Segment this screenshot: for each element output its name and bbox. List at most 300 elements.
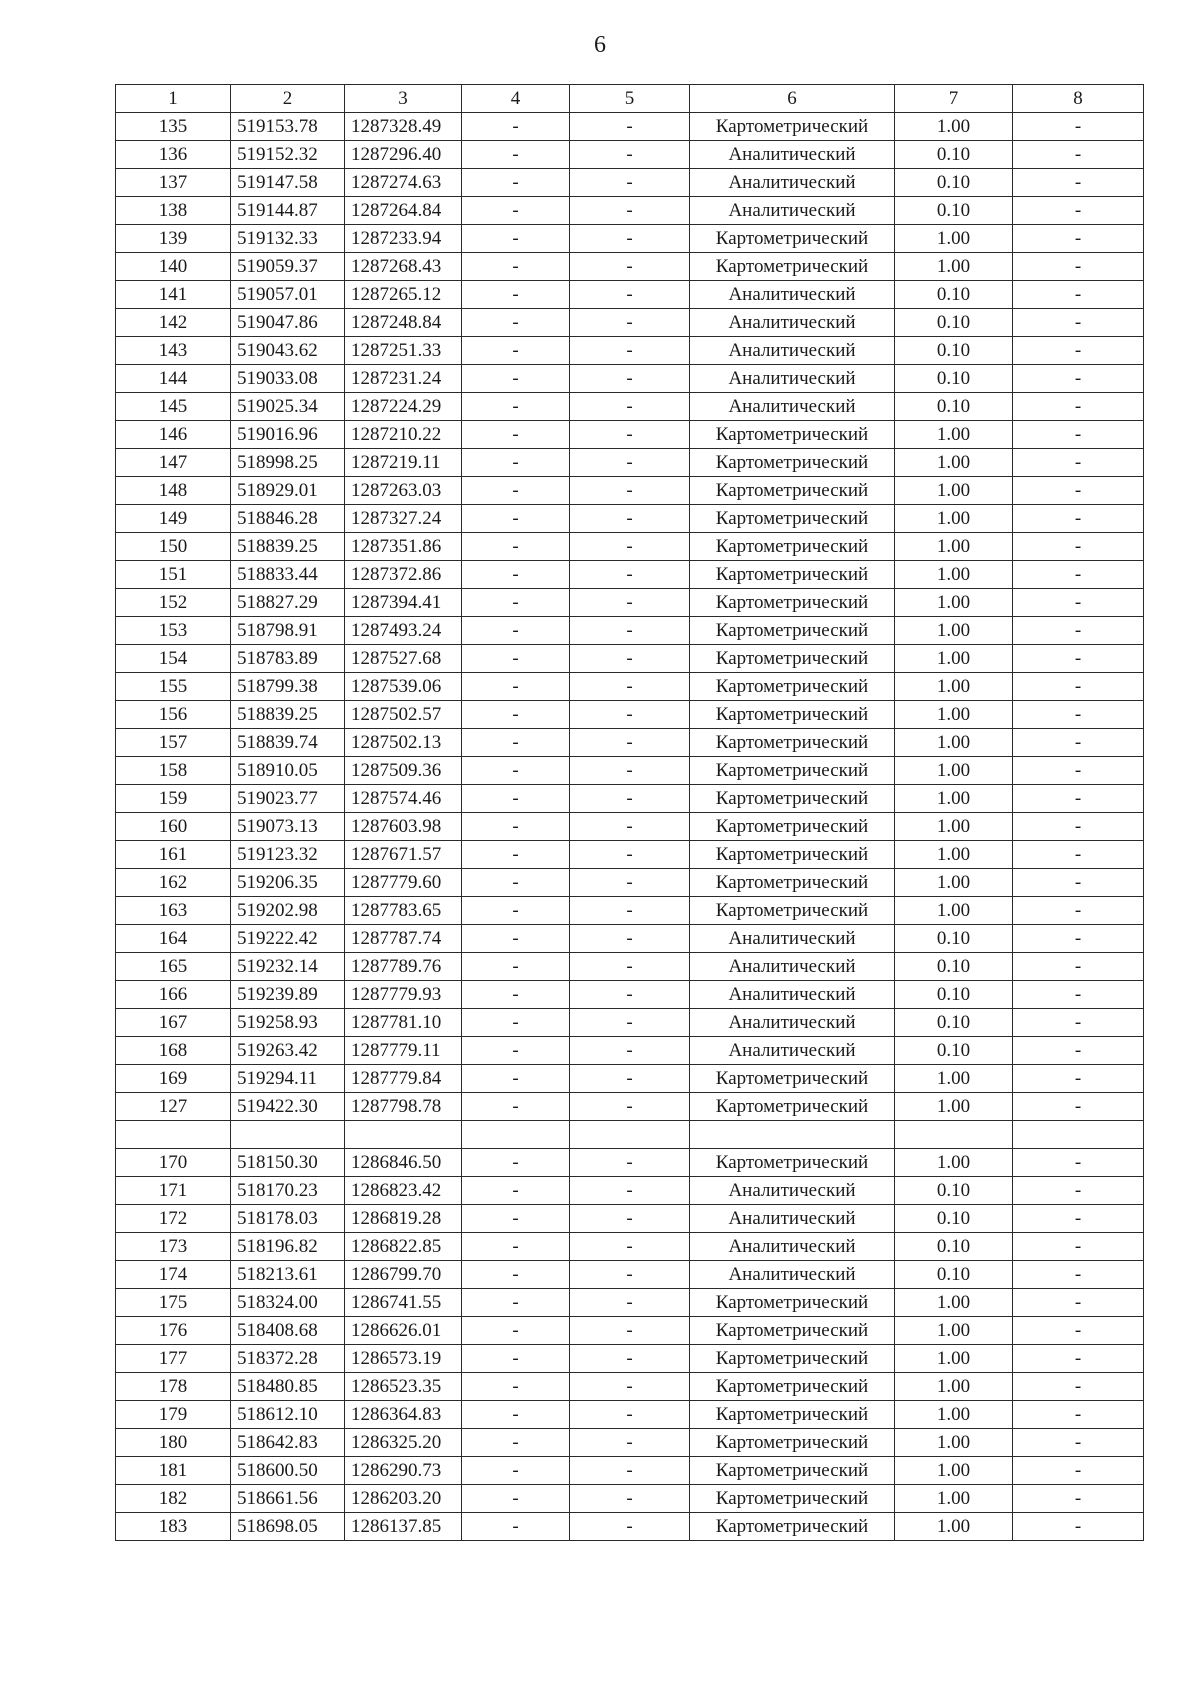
table-cell: -: [1013, 197, 1144, 225]
table-cell: 519132.33: [231, 225, 345, 253]
table-cell: 174: [116, 1261, 231, 1289]
table-cell: 166: [116, 981, 231, 1009]
table-cell: -: [1013, 757, 1144, 785]
table-cell: 139: [116, 225, 231, 253]
table-row: [116, 113, 1144, 141]
table-cell: 1.00: [895, 701, 1013, 729]
table-cell: 1287509.36: [345, 757, 462, 785]
table-cell: 180: [116, 1429, 231, 1457]
table-cell: 518612.10: [231, 1401, 345, 1429]
table-cell: Аналитический: [690, 1233, 895, 1261]
table-cell: Картометрический: [690, 869, 895, 897]
table-row: [116, 729, 1144, 757]
table-cell: -: [1013, 337, 1144, 365]
column-header-7: 7: [895, 85, 1013, 113]
table-cell: -: [570, 1429, 690, 1457]
table-cell: -: [462, 1429, 570, 1457]
table-cell: -: [1013, 253, 1144, 281]
table-cell: Аналитический: [690, 1205, 895, 1233]
table-cell: 518910.05: [231, 757, 345, 785]
table-cell: 1287231.24: [345, 365, 462, 393]
table-cell: 519206.35: [231, 869, 345, 897]
table-cell: Картометрический: [690, 589, 895, 617]
table-cell: -: [570, 421, 690, 449]
table-cell: -: [570, 197, 690, 225]
table-cell: 179: [116, 1401, 231, 1429]
table-cell: 1287781.10: [345, 1009, 462, 1037]
table-row: [116, 1149, 1144, 1177]
table-cell: 0.10: [895, 1233, 1013, 1261]
table-cell: -: [570, 1485, 690, 1513]
table-row: [116, 421, 1144, 449]
table-cell: 168: [116, 1037, 231, 1065]
table-cell: [345, 1121, 462, 1149]
table-cell: Картометрический: [690, 841, 895, 869]
table-cell: 163: [116, 897, 231, 925]
table-cell: -: [1013, 1037, 1144, 1065]
table-cell: 519059.37: [231, 253, 345, 281]
table-cell: 0.10: [895, 1177, 1013, 1205]
table-cell: -: [462, 897, 570, 925]
table-cell: -: [570, 1345, 690, 1373]
column-header-1: 1: [116, 85, 231, 113]
coordinates-table: [115, 84, 1144, 1541]
table-cell: 1287264.84: [345, 197, 462, 225]
table-cell: -: [1013, 1009, 1144, 1037]
table-cell: -: [1013, 1345, 1144, 1373]
table-cell: -: [462, 113, 570, 141]
table-row: [116, 1205, 1144, 1233]
table-cell: -: [462, 533, 570, 561]
table-cell: Картометрический: [690, 701, 895, 729]
table-cell: 1287219.11: [345, 449, 462, 477]
table-cell: 518698.05: [231, 1513, 345, 1541]
table-cell: -: [1013, 1457, 1144, 1485]
table-cell: -: [462, 393, 570, 421]
table-cell: 1286523.35: [345, 1373, 462, 1401]
header-row: [116, 85, 1144, 113]
table-cell: Картометрический: [690, 897, 895, 925]
table-cell: 171: [116, 1177, 231, 1205]
table-cell: Картометрический: [690, 1345, 895, 1373]
table-cell: -: [1013, 813, 1144, 841]
table-cell: Картометрический: [690, 645, 895, 673]
table-cell: -: [570, 1317, 690, 1345]
table-cell: Картометрический: [690, 617, 895, 645]
table-row: [116, 813, 1144, 841]
table-cell: 1286846.50: [345, 1149, 462, 1177]
table-cell: 1.00: [895, 617, 1013, 645]
table-cell: -: [1013, 1429, 1144, 1457]
table-cell: 127: [116, 1093, 231, 1121]
table-cell: 173: [116, 1233, 231, 1261]
table-cell: -: [1013, 1093, 1144, 1121]
table-cell: -: [1013, 169, 1144, 197]
table-cell: -: [1013, 1317, 1144, 1345]
table-cell: 1287268.43: [345, 253, 462, 281]
table-cell: Картометрический: [690, 1093, 895, 1121]
table-cell: 1.00: [895, 785, 1013, 813]
table-cell: Аналитический: [690, 197, 895, 225]
table-cell: 155: [116, 673, 231, 701]
table-cell: 164: [116, 925, 231, 953]
table-cell: 1287351.86: [345, 533, 462, 561]
table-cell: 1.00: [895, 449, 1013, 477]
table-cell: Картометрический: [690, 1289, 895, 1317]
table-cell: 138: [116, 197, 231, 225]
table-cell: -: [462, 1373, 570, 1401]
table-cell: -: [462, 869, 570, 897]
table-cell: -: [1013, 365, 1144, 393]
table-cell: 167: [116, 1009, 231, 1037]
table-cell: 519239.89: [231, 981, 345, 1009]
table-cell: -: [462, 673, 570, 701]
table-cell: 1287539.06: [345, 673, 462, 701]
table-cell: 1.00: [895, 1401, 1013, 1429]
table-cell: -: [462, 953, 570, 981]
table-cell: -: [1013, 953, 1144, 981]
table-cell: 1286799.70: [345, 1261, 462, 1289]
table-cell: -: [462, 1289, 570, 1317]
table-cell: -: [462, 757, 570, 785]
table-row: [116, 1373, 1144, 1401]
table-cell: Аналитический: [690, 981, 895, 1009]
table-cell: 1287274.63: [345, 169, 462, 197]
table-cell: Аналитический: [690, 393, 895, 421]
table-cell: 0.10: [895, 141, 1013, 169]
table-cell: -: [570, 393, 690, 421]
table-cell: 1286203.20: [345, 1485, 462, 1513]
table-cell: -: [1013, 1149, 1144, 1177]
table-cell: -: [570, 309, 690, 337]
table-cell: -: [462, 1401, 570, 1429]
column-header-3: 3: [345, 85, 462, 113]
table-cell: 1287493.24: [345, 617, 462, 645]
table-cell: -: [570, 1205, 690, 1233]
table-cell: -: [462, 225, 570, 253]
table-cell: -: [570, 113, 690, 141]
table-cell: 1287328.49: [345, 113, 462, 141]
table-row: [116, 1513, 1144, 1541]
table-cell: 1.00: [895, 729, 1013, 757]
table-cell: -: [570, 253, 690, 281]
table-cell: -: [570, 477, 690, 505]
table-row: [116, 785, 1144, 813]
table-cell: 1.00: [895, 421, 1013, 449]
table-cell: Аналитический: [690, 1037, 895, 1065]
table-cell: -: [462, 729, 570, 757]
table-cell: Картометрический: [690, 673, 895, 701]
table-cell: 1287394.41: [345, 589, 462, 617]
table-cell: 1287789.76: [345, 953, 462, 981]
table-cell: 519232.14: [231, 953, 345, 981]
table-cell: 1.00: [895, 1513, 1013, 1541]
table-cell: -: [570, 169, 690, 197]
table-cell: 0.10: [895, 1205, 1013, 1233]
table-cell: 160: [116, 813, 231, 841]
table-cell: 146: [116, 421, 231, 449]
table-cell: 518998.25: [231, 449, 345, 477]
table-cell: -: [462, 449, 570, 477]
table-cell: 176: [116, 1317, 231, 1345]
table-cell: 1287296.40: [345, 141, 462, 169]
table-cell: -: [1013, 841, 1144, 869]
table-cell: -: [570, 1149, 690, 1177]
table-cell: 0.10: [895, 281, 1013, 309]
table-cell: 1.00: [895, 645, 1013, 673]
table-cell: 1.00: [895, 813, 1013, 841]
table-cell: 519025.34: [231, 393, 345, 421]
table-cell: Картометрический: [690, 1513, 895, 1541]
table-cell: Аналитический: [690, 1261, 895, 1289]
table-cell: 0.10: [895, 925, 1013, 953]
table-cell: 519144.87: [231, 197, 345, 225]
table-cell: 519152.32: [231, 141, 345, 169]
table-row: [116, 953, 1144, 981]
table-row: [116, 1093, 1144, 1121]
table-cell: Картометрический: [690, 113, 895, 141]
table-cell: -: [1013, 981, 1144, 1009]
table-cell: -: [1013, 869, 1144, 897]
table-cell: 1.00: [895, 1457, 1013, 1485]
table-cell: 154: [116, 645, 231, 673]
table-cell: 519033.08: [231, 365, 345, 393]
table-cell: 518150.30: [231, 1149, 345, 1177]
table-row: [116, 1037, 1144, 1065]
table-cell: 0.10: [895, 1261, 1013, 1289]
table-cell: 518600.50: [231, 1457, 345, 1485]
table-cell: -: [570, 533, 690, 561]
table-cell: -: [1013, 589, 1144, 617]
table-cell: 0.10: [895, 953, 1013, 981]
table-cell: -: [462, 253, 570, 281]
table-row: [116, 141, 1144, 169]
table-cell: -: [1013, 561, 1144, 589]
table-cell: -: [462, 645, 570, 673]
table-cell: 1287779.60: [345, 869, 462, 897]
table-cell: 518408.68: [231, 1317, 345, 1345]
table-row: [116, 673, 1144, 701]
table-cell: 1.00: [895, 1093, 1013, 1121]
table-cell: -: [462, 421, 570, 449]
table-cell: 518839.25: [231, 533, 345, 561]
table-cell: 0.10: [895, 197, 1013, 225]
table-cell: -: [570, 617, 690, 645]
table-cell: 175: [116, 1289, 231, 1317]
table-row: [116, 1289, 1144, 1317]
table-cell: 1287787.74: [345, 925, 462, 953]
table-cell: -: [1013, 477, 1144, 505]
table-cell: -: [570, 953, 690, 981]
table-cell: 519422.30: [231, 1093, 345, 1121]
table-cell: 136: [116, 141, 231, 169]
table-cell: -: [1013, 1261, 1144, 1289]
table-cell: 1.00: [895, 841, 1013, 869]
table-cell: 518372.28: [231, 1345, 345, 1373]
table-cell: -: [1013, 1485, 1144, 1513]
table-cell: 1286741.55: [345, 1289, 462, 1317]
table-cell: -: [570, 729, 690, 757]
table-cell: 0.10: [895, 981, 1013, 1009]
table-cell: 157: [116, 729, 231, 757]
table-cell: -: [462, 1317, 570, 1345]
table-row: [116, 1261, 1144, 1289]
table-cell: 165: [116, 953, 231, 981]
table-cell: -: [1013, 1513, 1144, 1541]
table-cell: 518833.44: [231, 561, 345, 589]
table-cell: 518642.83: [231, 1429, 345, 1457]
table-cell: 1287779.84: [345, 1065, 462, 1093]
table-row: [116, 589, 1144, 617]
table-cell: Картометрический: [690, 1065, 895, 1093]
table-cell: -: [462, 505, 570, 533]
table-cell: 1.00: [895, 505, 1013, 533]
table-cell: -: [462, 1065, 570, 1093]
table-cell: 519023.77: [231, 785, 345, 813]
table-cell: Аналитический: [690, 337, 895, 365]
table-cell: 0.10: [895, 1009, 1013, 1037]
table-cell: 519153.78: [231, 113, 345, 141]
table-cell: 1286290.73: [345, 1457, 462, 1485]
table-row: [116, 1233, 1144, 1261]
table-cell: -: [570, 785, 690, 813]
table-cell: -: [570, 1093, 690, 1121]
table-cell: 135: [116, 113, 231, 141]
table-cell: 518170.23: [231, 1177, 345, 1205]
table-row: [116, 757, 1144, 785]
table-cell: 519222.42: [231, 925, 345, 953]
column-header-4: 4: [462, 85, 570, 113]
table-cell: 148: [116, 477, 231, 505]
table-cell: 1287263.03: [345, 477, 462, 505]
table-cell: 1287779.11: [345, 1037, 462, 1065]
table-cell: 170: [116, 1149, 231, 1177]
table-cell: 1287248.84: [345, 309, 462, 337]
table-row: [116, 981, 1144, 1009]
table-cell: 149: [116, 505, 231, 533]
table-row: [116, 169, 1144, 197]
table-cell: -: [570, 1373, 690, 1401]
table-cell: 159: [116, 785, 231, 813]
table-cell: -: [570, 281, 690, 309]
table-cell: 151: [116, 561, 231, 589]
table-cell: 181: [116, 1457, 231, 1485]
table-cell: 1287502.13: [345, 729, 462, 757]
table-cell: -: [570, 1457, 690, 1485]
table-cell: 137: [116, 169, 231, 197]
table-row: [116, 645, 1144, 673]
table-cell: -: [570, 1289, 690, 1317]
table-cell: -: [1013, 1401, 1144, 1429]
table-cell: -: [1013, 897, 1144, 925]
table-cell: 1286137.85: [345, 1513, 462, 1541]
table-row: [116, 309, 1144, 337]
table-row: [116, 617, 1144, 645]
table-cell: 1287327.24: [345, 505, 462, 533]
table-cell: 140: [116, 253, 231, 281]
table-cell: -: [570, 1513, 690, 1541]
table-cell: -: [570, 645, 690, 673]
table-cell: -: [462, 589, 570, 617]
table-row: [116, 253, 1144, 281]
table-cell: -: [462, 785, 570, 813]
table-cell: -: [462, 365, 570, 393]
table-cell: 518480.85: [231, 1373, 345, 1401]
table-cell: 1.00: [895, 757, 1013, 785]
table-cell: 1287251.33: [345, 337, 462, 365]
table-cell: 1287265.12: [345, 281, 462, 309]
table-cell: Аналитический: [690, 925, 895, 953]
table-cell: -: [1013, 673, 1144, 701]
table-cell: 1.00: [895, 1317, 1013, 1345]
table-cell: -: [462, 1513, 570, 1541]
table-cell: 1286823.42: [345, 1177, 462, 1205]
table-cell: -: [1013, 925, 1144, 953]
table-cell: 519073.13: [231, 813, 345, 841]
table-cell: 1286819.28: [345, 1205, 462, 1233]
table-cell: 1.00: [895, 533, 1013, 561]
table-cell: 518839.25: [231, 701, 345, 729]
table-cell: Картометрический: [690, 729, 895, 757]
table-cell: 1287779.93: [345, 981, 462, 1009]
table-row: [116, 337, 1144, 365]
table-cell: -: [1013, 449, 1144, 477]
table-cell: -: [462, 141, 570, 169]
table-cell: 0.10: [895, 1037, 1013, 1065]
column-header-2: 2: [231, 85, 345, 113]
table-cell: 518846.28: [231, 505, 345, 533]
table-cell: 518196.82: [231, 1233, 345, 1261]
table-cell: 519263.42: [231, 1037, 345, 1065]
table-cell: 518798.91: [231, 617, 345, 645]
table-cell: Картометрический: [690, 757, 895, 785]
table-cell: -: [570, 813, 690, 841]
table-cell: 1287233.94: [345, 225, 462, 253]
table-cell: 162: [116, 869, 231, 897]
table-cell: Картометрический: [690, 785, 895, 813]
table-row: [116, 897, 1144, 925]
table-cell: Картометрический: [690, 477, 895, 505]
table-cell: -: [570, 757, 690, 785]
table-cell: Картометрический: [690, 533, 895, 561]
table-cell: -: [570, 561, 690, 589]
table-cell: -: [462, 1149, 570, 1177]
table-cell: 519016.96: [231, 421, 345, 449]
table-cell: 1.00: [895, 1065, 1013, 1093]
table-row: [116, 449, 1144, 477]
table-cell: 1.00: [895, 561, 1013, 589]
table-cell: -: [1013, 645, 1144, 673]
table-header: [116, 85, 1144, 113]
table-cell: 158: [116, 757, 231, 785]
table-cell: 519047.86: [231, 309, 345, 337]
table-cell: [690, 1121, 895, 1149]
table-cell: -: [570, 869, 690, 897]
table-cell: -: [570, 505, 690, 533]
table-cell: -: [570, 841, 690, 869]
table-cell: 1287798.78: [345, 1093, 462, 1121]
page-number: 6: [594, 32, 606, 58]
table-cell: 141: [116, 281, 231, 309]
table-cell: 183: [116, 1513, 231, 1541]
table-cell: 518929.01: [231, 477, 345, 505]
table-cell: Картометрический: [690, 505, 895, 533]
table-cell: Картометрический: [690, 1317, 895, 1345]
table-cell: -: [462, 561, 570, 589]
table-cell: -: [462, 1233, 570, 1261]
table-cell: 144: [116, 365, 231, 393]
table-cell: Аналитический: [690, 1009, 895, 1037]
